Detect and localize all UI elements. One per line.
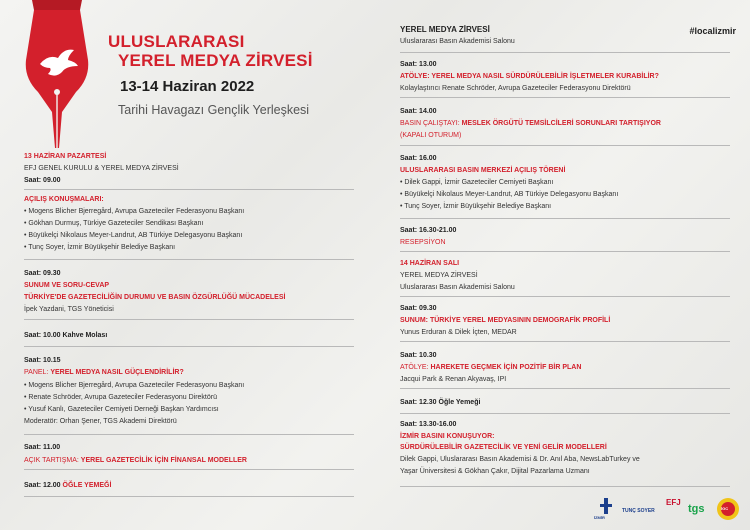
reception-title: RESEPSİYON bbox=[400, 239, 446, 246]
divider bbox=[400, 251, 730, 252]
speaker-item: Jacqui Park & Renan Akyavaş, IPI bbox=[400, 376, 507, 383]
session-title: ATÖLYE: YEREL MEDYA NASIL SÜRDÜRÜLEBİLİR İŞLETMELER KURABİLİR? bbox=[400, 73, 659, 80]
izmir-logo-text: İZMİR bbox=[594, 515, 605, 520]
lunch-break: Saat: 12.30 Öğle Yemeği bbox=[400, 399, 481, 406]
speaker-item: • Büyükelçi Nikolaus Meyer-Landrut, AB Türkiye Delegasyonu Başkanı bbox=[24, 232, 243, 239]
speaker-item: • Tunç Soyer, İzmir Büyükşehir Belediye Başkanı bbox=[400, 203, 552, 210]
divider bbox=[400, 388, 730, 389]
divider bbox=[400, 145, 730, 146]
session-time: Saat: 16.30-21.00 bbox=[400, 227, 457, 234]
divider bbox=[400, 341, 730, 342]
divider bbox=[24, 319, 354, 320]
divider bbox=[24, 469, 354, 470]
session-time: Saat: 09.00 bbox=[24, 177, 61, 184]
session-time: Saat: 13.30-16.00 bbox=[400, 421, 457, 428]
speaker-item: • Mogens Blicher Bjerregård, Avrupa Gazeteciler Federasyonu Başkanı bbox=[24, 208, 245, 215]
divider bbox=[400, 413, 730, 414]
session-label: BASIN ÇALIŞTAYI: bbox=[400, 120, 462, 127]
divider bbox=[24, 434, 354, 435]
divider bbox=[24, 189, 354, 190]
session-note: (KAPALI OTURUM) bbox=[400, 132, 462, 139]
divider bbox=[24, 346, 354, 347]
speaker-item: Kolaylaştırıcı Renate Schröder, Avrupa Gazeteciler Federasyonu Direktörü bbox=[400, 85, 631, 92]
pen-nib-dove-icon bbox=[18, 0, 96, 150]
session-label: SUNUM VE SORU-CEVAP bbox=[24, 282, 110, 289]
session-time: Saat: 13.00 bbox=[400, 61, 437, 68]
right-header-title: YEREL MEDYA ZİRVESİ bbox=[400, 25, 490, 34]
session-title: AÇILIŞ KONUŞMALARI: bbox=[24, 196, 104, 203]
speaker-item: İpek Yazdani, TGS Yöneticisi bbox=[24, 306, 114, 313]
igc-logo-text: İGC bbox=[721, 506, 729, 511]
session-title: YEREL MEDYA NASIL GÜÇLENDİRİLİR? bbox=[50, 369, 184, 376]
divider bbox=[400, 218, 730, 219]
session-title: SUNUM: TÜRKİYE YEREL MEDYASININ DEMOGRAFİK PROFİLİ bbox=[400, 317, 611, 324]
event-title-line1: ULUSLARARASI bbox=[108, 32, 245, 51]
speaker-item: • Yusuf Kanlı, Gazeteciler Cemiyeti Derneği Başkan Yardımcısı bbox=[24, 406, 219, 413]
soyer-logo-text: TUNÇ SOYER bbox=[622, 508, 655, 514]
speaker-item: • Büyükelçi Nikolaus Meyer-Landrut, AB Türkiye Delegasyonu Başkanı bbox=[400, 191, 619, 198]
session-title: YEREL GAZETECİLİK İÇİN FİNANSAL MODELLER bbox=[80, 457, 247, 464]
efj-session: EFJ GENEL KURULU & YEREL MEDYA ZİRVESİ bbox=[24, 165, 179, 172]
divider bbox=[400, 296, 730, 297]
session-time: Saat: 10.15 bbox=[24, 357, 61, 364]
session-label: ATÖLYE: bbox=[400, 364, 431, 371]
speaker-item: • Mogens Blicher Bjerregård, Avrupa Gazeteciler Federasyonu Başkanı bbox=[24, 382, 245, 389]
session-time: Saat: 11.00 bbox=[24, 444, 61, 451]
tgs-logo: tgs bbox=[688, 503, 705, 515]
day2-title: 14 HAZİRAN SALI bbox=[400, 260, 460, 267]
hashtag: #localizmir bbox=[689, 26, 736, 36]
session-title: HAREKETE GEÇMEK İÇİN POZİTİF BİR PLAN bbox=[430, 364, 582, 371]
speaker-item: • Gökhan Durmuş, Türkiye Gazeteciler Sendikası Başkanı bbox=[24, 220, 204, 227]
day1-title: 13 HAZİRAN PAZARTESİ bbox=[24, 153, 107, 160]
divider bbox=[400, 486, 730, 487]
session-title: TÜRKİYE'DE GAZETECİLİĞİN DURUMU VE BASIN ÖZGÜRLÜĞÜ MÜCADELESİ bbox=[24, 294, 286, 301]
session-title: İZMİR BASINI KONUŞUYOR: bbox=[400, 433, 495, 440]
session-subtitle: SÜRDÜRÜLEBİLİR GAZETECİLİK VE YENİ GELİR MODELLERİ bbox=[400, 444, 607, 451]
session-time: Saat: 09.30 bbox=[400, 305, 437, 312]
divider bbox=[400, 97, 730, 98]
session-time: Saat: 09.30 bbox=[24, 270, 61, 277]
moderator: Moderatör: Orhan Şener, TGS Akademi Direktörü bbox=[24, 418, 177, 425]
session-title: MESLEK ÖRGÜTÜ TEMSİLCİLERİ SORUNLARI TARTIŞIYOR bbox=[461, 120, 661, 127]
session-time: Saat: 16.00 bbox=[400, 155, 437, 162]
session-time: Saat: 10.30 bbox=[400, 352, 437, 359]
coffee-break: Saat: 10.00 Kahve Molası bbox=[24, 332, 108, 339]
speaker-item: • Tunç Soyer, İzmir Büyükşehir Belediye Başkanı bbox=[24, 244, 176, 251]
day2-venue: Uluslararası Basın Akademisi Salonu bbox=[400, 284, 515, 291]
efj-logo: EFJ bbox=[666, 498, 681, 507]
right-header-venue: Uluslararası Basın Akademisi Salonu bbox=[400, 38, 515, 45]
session-title: ULUSLARARASI BASIN MERKEZİ AÇILIŞ TÖRENİ bbox=[400, 167, 566, 174]
speaker-item: Yunus Erduran & Dilek İçten, MEDAR bbox=[400, 329, 517, 336]
session-label: AÇIK TARTIŞMA: bbox=[24, 457, 81, 464]
speaker-item: • Renate Schröder, Avrupa Gazeteciler Federasyonu Direktörü bbox=[24, 394, 217, 401]
event-title-block bbox=[108, 32, 338, 117]
speaker-item: Dilek Gappi, Uluslararası Basın Akademisi & Dr. Anıl Aba, NewsLabTurkey ve bbox=[400, 456, 640, 463]
day2-subtitle: YEREL MEDYA ZİRVESİ bbox=[400, 272, 478, 279]
speaker-item: Yaşar Üniversitesi & Gökhan Çakır, Dijital Pazarlama Uzmanı bbox=[400, 468, 590, 475]
session-label: PANEL: bbox=[24, 369, 51, 376]
event-date: 13-14 Haziran 2022 bbox=[120, 78, 255, 95]
session-time: Saat: 12.00 bbox=[24, 482, 63, 489]
speaker-item: • Dilek Gappi, İzmir Gazeteciler Cemiyeti Başkanı bbox=[400, 179, 554, 186]
session-time: Saat: 14.00 bbox=[400, 108, 437, 115]
divider bbox=[24, 259, 354, 260]
divider bbox=[24, 496, 354, 497]
sponsor-logos bbox=[594, 496, 744, 522]
event-title-line2: YEREL MEDYA ZİRVESİ bbox=[118, 51, 313, 70]
divider bbox=[400, 52, 730, 53]
lunch-title: ÖĞLE YEMEĞİ bbox=[62, 482, 112, 489]
event-venue: Tarihi Havagazı Gençlik Yerleşkesi bbox=[118, 103, 310, 117]
